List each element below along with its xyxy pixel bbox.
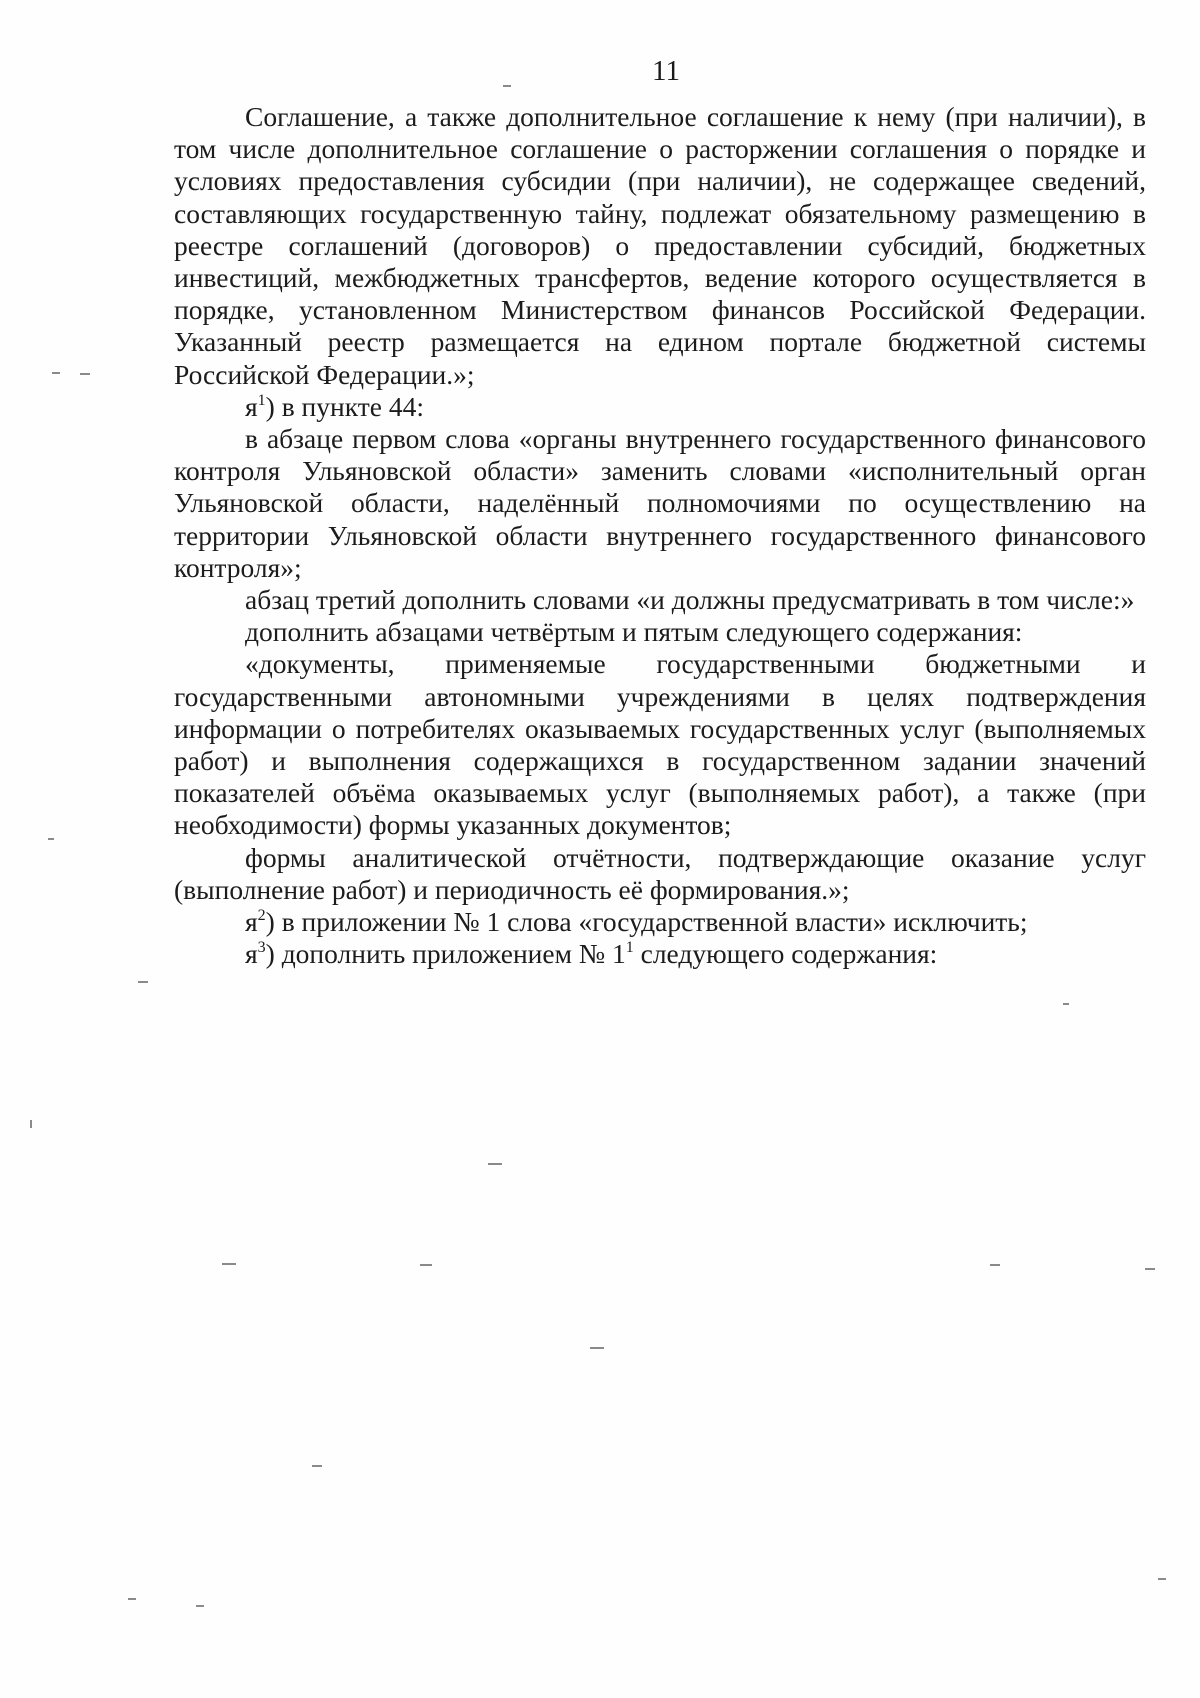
- scan-speck: [503, 85, 511, 87]
- scan-speck: [420, 1264, 432, 1266]
- scan-speck: [80, 373, 90, 375]
- point-superscript: 2: [257, 907, 266, 925]
- point-text: ) дополнить приложением № 1: [265, 938, 626, 970]
- paragraph-first-abzac-replace: в абзаце первом слова «органы внутреннего государственного финансового контроля Ульяновской области» заменить словами «исполнительный орган Ульяновской области, наделённый полномочиями по осуществлению на территории Ульяновской области внутреннего государственного финансового контроля»;: [174, 423, 1146, 583]
- page-number: 11: [652, 55, 680, 87]
- scan-speck: [1158, 1578, 1166, 1580]
- scan-speck: [1145, 1268, 1155, 1270]
- paragraph-report-forms: формы аналитической отчётности, подтверждающие оказание услуг (выполнение работ) и периодичность её формирования.»;: [174, 841, 1146, 905]
- scan-speck: [30, 1120, 32, 1128]
- scan-speck: [196, 1605, 204, 1607]
- paragraph-agreement-publication: Соглашение, а также дополнительное соглашение к нему (при наличии), в том числе дополнительное соглашение о расторжении соглашения о порядке и условиях предоставления субсидии (при наличии), не содержащее сведений, составляющих государственную тайну, подлежат обязательному размещению в реестре соглашений (договоров) о предоставлении субсидий, бюджетных инвестиций, межбюджетных трансфертов, ведение которого осуществляется в порядке, установленном Министерством финансов Российской Федерации. Указанный реестр размещается на едином портале бюджетной системы Российской Федерации.»;: [174, 101, 1146, 390]
- scan-speck: [312, 1465, 322, 1467]
- scan-speck: [488, 1163, 502, 1165]
- point-text: ) в пункте 44:: [265, 390, 424, 422]
- appendix-superscript: 1: [625, 939, 634, 957]
- scan-speck: [222, 1263, 236, 1265]
- scan-speck: [52, 372, 60, 374]
- point-letter: я: [245, 906, 258, 938]
- paragraph-point-ya2: [174, 906, 1146, 938]
- point-superscript: 1: [257, 391, 266, 409]
- paragraph-point-ya1: [174, 391, 1146, 423]
- document-body: [174, 101, 1146, 970]
- point-text-end: следующего содержания:: [633, 938, 938, 970]
- scan-speck: [1063, 1003, 1069, 1005]
- scan-speck: [590, 1347, 604, 1349]
- paragraph-point-ya3: [174, 938, 1146, 970]
- paragraph-third-abzac-add: абзац третий дополнить словами «и должны предусматривать в том числе:»: [245, 584, 1135, 616]
- scan-speck: [138, 981, 148, 983]
- scan-speck: [990, 1264, 1000, 1266]
- point-text: ) в приложении № 1 слова «государственной власти» исключить;: [265, 906, 1028, 938]
- paragraph-documents-quote: «документы, применяемые государственными бюджетными и государственными автономными учреждениями в целях подтверждения информации о потребителях оказываемых государственных услуг (выполняемых работ) и выполнения содержащихся в государственном задании значений показателей объёма оказываемых услуг (выполняемых работ), а также (при необходимости) формы указанных документов;: [174, 648, 1146, 841]
- point-superscript: 3: [257, 939, 266, 957]
- point-letter: я: [245, 390, 258, 422]
- scan-speck: [128, 1598, 136, 1600]
- paragraph-add-abzacs: дополнить абзацами четвёртым и пятым следующего содержания:: [245, 616, 1023, 648]
- point-letter: я: [245, 938, 258, 970]
- scan-speck: [48, 838, 54, 840]
